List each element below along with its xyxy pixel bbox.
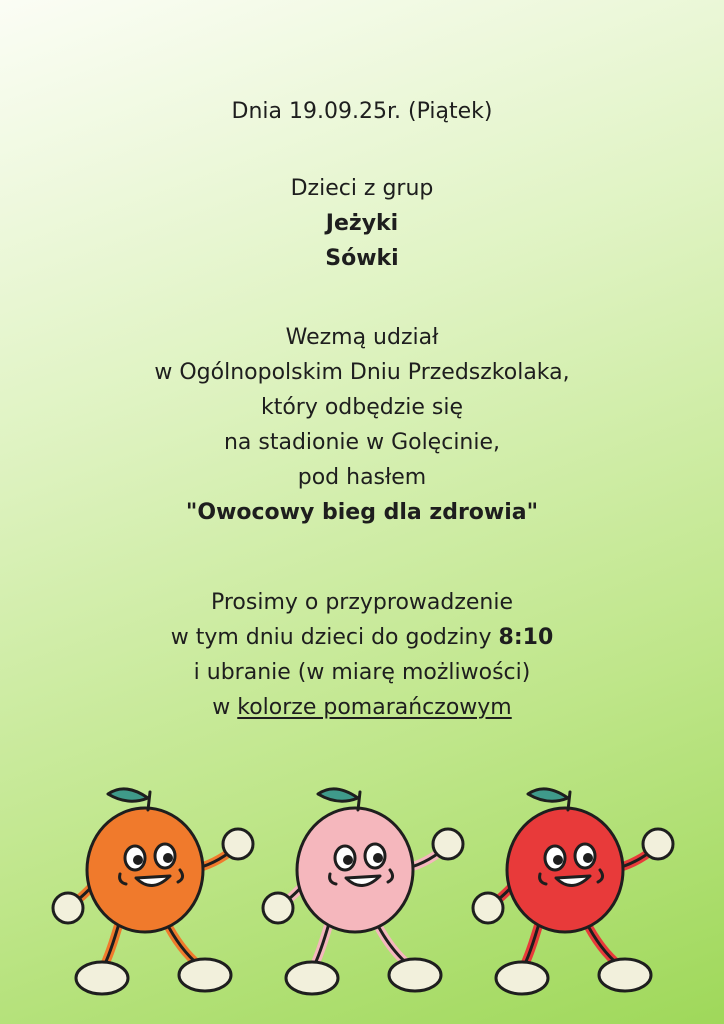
group-name-sowki: Sówki [325,246,399,271]
request-line-4 [0,690,724,725]
fruit-characters-illustration [0,770,724,1024]
dress-color-phrase: kolorze pomarańczowym [237,695,512,720]
date-line: Dnia 19.09.25r. (Piątek) [231,99,493,124]
info-line-1: Wezmą udział [285,325,439,350]
peach-character-icon [250,770,470,1000]
groups-intro: Dzieci z grup [290,176,434,201]
info-line-2: w Ogólnopolskim Dniu Przedszkolaka, [154,360,570,385]
date-section [0,94,724,129]
orange-character-icon [40,770,260,1000]
arrival-time: 8:10 [498,625,554,650]
request-line-2 [0,620,724,655]
info-line-4: na stadionie w Golęcinie, [223,430,501,455]
groups-section [0,171,724,276]
request-line-3: i ubranie (w miarę możliwości) [193,660,531,685]
event-info-section [0,320,724,530]
apple-character-icon [460,770,680,1000]
group-name-jezyki: Jeżyki [325,211,399,236]
request-section [0,585,724,725]
info-line-5: pod hasłem [297,465,427,490]
request-line-4-text: w [212,695,238,720]
request-line-2-text: w tym dniu dzieci do godziny [170,625,499,650]
event-slogan: "Owocowy bieg dla zdrowia" [185,500,539,525]
info-line-3: który odbędzie się [260,395,464,420]
request-line-1: Prosimy o przyprowadzenie [210,590,514,615]
